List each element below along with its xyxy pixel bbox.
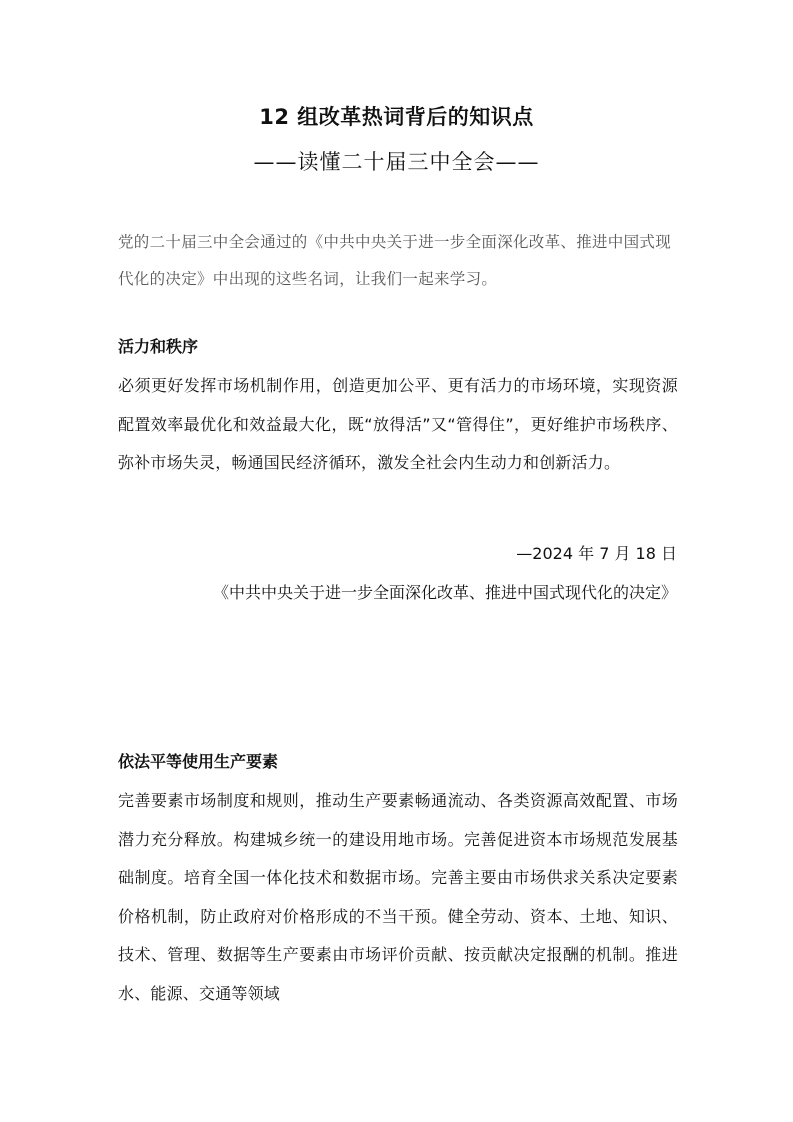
document-subtitle: ——读懂二十届三中全会——: [253, 150, 540, 174]
signature-date: —2024 年 7 月 18 日: [516, 544, 677, 563]
signature-source: 《中共中央关于进一步全面深化改革、推进中国式现代化的决定》: [212, 583, 677, 602]
section-body-production-factors: 完善要素市场制度和规则，推动生产要素畅通流动、各类资源高效配置、市场潜力充分释放。构建城乡统一的建设用地市场。完善促进资本市场规范发展基础制度。培育全国一体化技术和数据市场。完善主要由市场供求关系决定要素价格机制，防止政府对价格形成的不当干预。健全劳动、资本、土地、知识、技术、管理、数据等生产要素由市场评价贡献、按贡献决定报酬的机制。推进水、能源、交通等领域: [118, 791, 678, 1003]
section-heading-production-factors: 依法平等使用生产要素: [118, 752, 279, 771]
section-heading-vitality-order: 活力和秩序: [118, 337, 199, 356]
section-body-vitality-order: 必须更好发挥市场机制作用，创造更加公平、更有活力的市场环境，实现资源配置效率最优化和效益最大化，既“放得活”又“管得住”，更好维护市场秩序、弥补市场失灵，畅通国民经济循环，激发全社会内生动力和创新活力。: [118, 376, 678, 472]
document-title: 12 组改革热词背后的知识点: [259, 105, 534, 129]
intro-paragraph: 党的二十届三中全会通过的《中共中央关于进一步全面深化改革、推进中国式现代化的决定》中出现的这些名词，让我们一起来学习。: [118, 233, 672, 288]
